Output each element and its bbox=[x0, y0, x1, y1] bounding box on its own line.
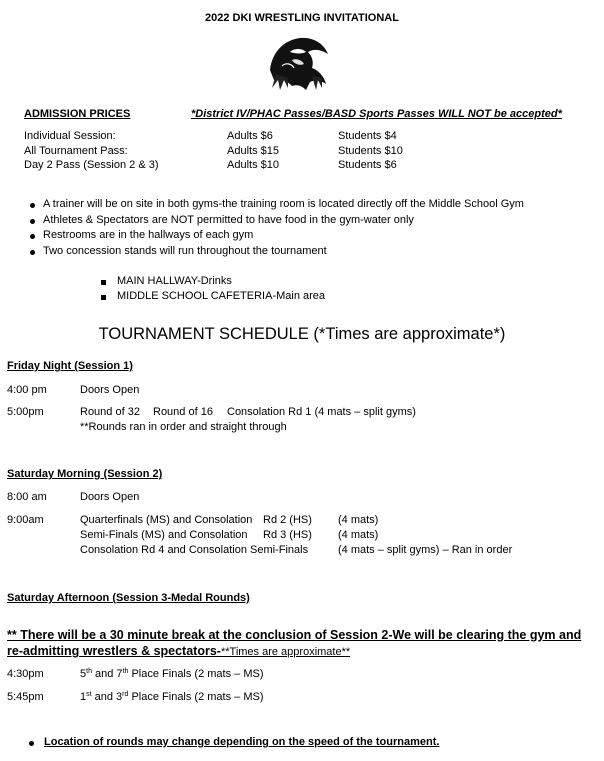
price-students: Students $10 bbox=[338, 145, 403, 157]
price-label: Individual Session: bbox=[24, 130, 116, 142]
event: Semi-Finals (MS) and Consolation bbox=[80, 529, 248, 541]
place-number: 1 bbox=[80, 691, 87, 703]
break-warning: ** There will be a 30 minute break at the conclusion of Session 2-We will be clearing the gym and bbox=[7, 628, 582, 642]
info-bullet: Restrooms are in the hallways of each gym bbox=[43, 229, 254, 241]
panther-logo bbox=[262, 30, 334, 94]
ordinal-suffix: th bbox=[122, 668, 129, 675]
price-adults: Adults $6 bbox=[227, 130, 273, 142]
ordinal-suffix: st bbox=[86, 691, 92, 698]
time: 8:00 am bbox=[7, 491, 47, 503]
mats: (4 mats) bbox=[338, 514, 379, 526]
event: Doors Open bbox=[80, 384, 140, 396]
time: 4:30pm bbox=[7, 668, 44, 680]
admission-heading: ADMISSION PRICES bbox=[24, 108, 131, 120]
time: 4:00 pm bbox=[7, 384, 47, 396]
break-warning-line2 bbox=[7, 644, 350, 658]
round: Rd 2 (HS) bbox=[263, 514, 312, 526]
place-number: and 3 bbox=[91, 691, 123, 703]
place-number: and 7 bbox=[91, 668, 123, 680]
event: Consolation Rd 4 and Consolation Semi-Finals bbox=[80, 544, 309, 556]
bullet-icon bbox=[30, 234, 35, 239]
price-adults: Adults $15 bbox=[227, 145, 279, 157]
event: Quarterfinals (MS) and Consolation bbox=[80, 514, 253, 526]
event: Round of 16 bbox=[153, 406, 213, 418]
times-approx-note: **Times are approximate** bbox=[220, 646, 351, 658]
info-bullet: A trainer will be on site in both gyms-the training room is located directly off the Middle School Gym bbox=[43, 198, 524, 210]
price-students: Students $4 bbox=[338, 130, 397, 142]
ordinal-suffix: th bbox=[86, 668, 92, 675]
event-rest: Place Finals (2 mats – MS) bbox=[128, 691, 264, 703]
event bbox=[80, 668, 264, 680]
mats: (4 mats) bbox=[338, 529, 379, 541]
time: 5:45pm bbox=[7, 691, 44, 703]
bullet-icon bbox=[30, 203, 35, 208]
break-warning-text: re-admitting wrestlers & spectators- bbox=[7, 644, 221, 658]
event: Consolation Rd 1 (4 mats – split gyms) bbox=[227, 406, 416, 418]
square-bullet-icon bbox=[101, 280, 106, 285]
event bbox=[80, 691, 264, 703]
friday-heading: Friday Night (Session 1) bbox=[7, 360, 133, 372]
event: Round of 32 bbox=[80, 406, 140, 418]
bullet-icon bbox=[29, 741, 34, 746]
saturday-afternoon-heading: Saturday Afternoon (Session 3-Medal Rounds) bbox=[7, 592, 250, 604]
page-title: 2022 DKI WRESTLING INVITATIONAL bbox=[205, 12, 399, 24]
bullet-icon bbox=[30, 250, 35, 255]
info-bullet: Two concession stands will run throughout the tournament bbox=[43, 245, 327, 257]
price-adults: Adults $10 bbox=[227, 159, 279, 171]
concession-item: MIDDLE SCHOOL CAFETERIA-Main area bbox=[117, 290, 326, 302]
time: 9:00am bbox=[7, 514, 44, 526]
price-students: Students $6 bbox=[338, 159, 397, 171]
price-label: Day 2 Pass (Session 2 & 3) bbox=[24, 159, 159, 171]
saturday-morning-heading: Saturday Morning (Session 2) bbox=[7, 468, 163, 480]
info-bullet: Athletes & Spectators are NOT permitted to have food in the gym-water only bbox=[43, 214, 414, 226]
mats: (4 mats – split gyms) – Ran in order bbox=[338, 544, 513, 556]
time: 5:00pm bbox=[7, 406, 44, 418]
event-note: **Rounds ran in order and straight through bbox=[80, 421, 287, 433]
footer-note: Location of rounds may change depending on the speed of the tournament. bbox=[44, 736, 440, 748]
schedule-title: TOURNAMENT SCHEDULE (*Times are approximate*) bbox=[98, 325, 506, 343]
place-number: 5 bbox=[80, 668, 87, 680]
square-bullet-icon bbox=[101, 295, 106, 300]
pass-note: *District IV/PHAC Passes/BASD Sports Passes WILL NOT be accepted* bbox=[191, 108, 562, 120]
event-rest: Place Finals (2 mats – MS) bbox=[128, 668, 264, 680]
concession-item: MAIN HALLWAY-Drinks bbox=[117, 275, 232, 287]
event: Doors Open bbox=[80, 491, 140, 503]
ordinal-suffix: rd bbox=[122, 691, 129, 698]
bullet-icon bbox=[30, 219, 35, 224]
round: Rd 3 (HS) bbox=[263, 529, 312, 541]
price-label: All Tournament Pass: bbox=[24, 145, 128, 157]
